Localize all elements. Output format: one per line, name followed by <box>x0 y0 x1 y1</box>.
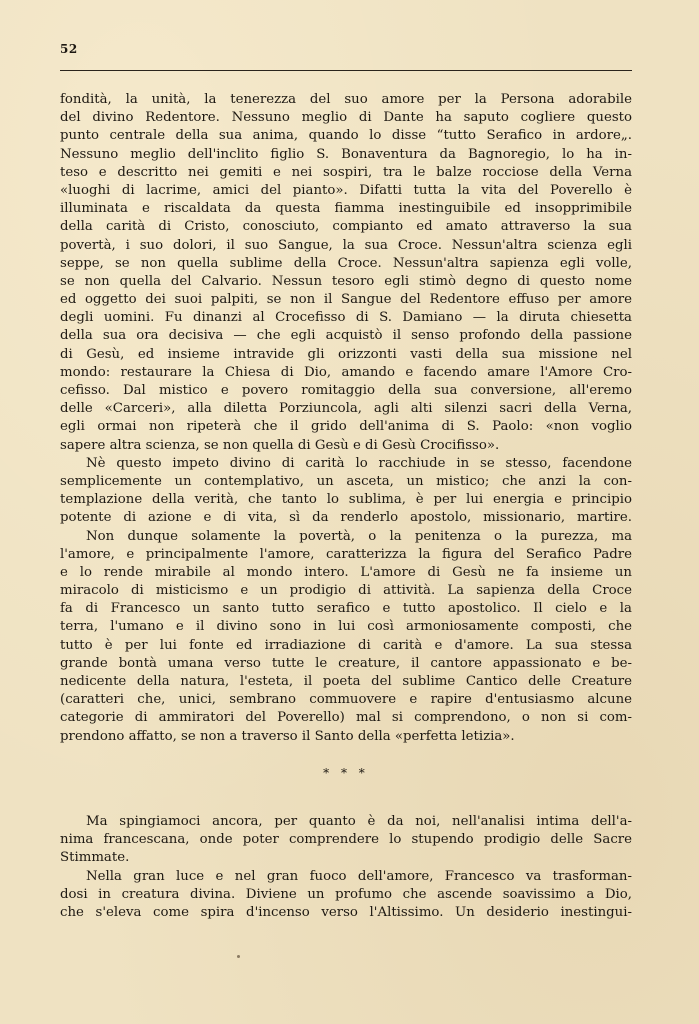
text-line: cefisso. Dal mistico e povero romitaggio della sua conversione, all'eremo <box>60 383 632 398</box>
header-rule <box>60 70 632 71</box>
text-line: potente di azione e di vita, sì da renderlo apostolo, missionario, martire. <box>60 510 632 526</box>
text-line: se non quella del Calvario. Nessun tesoro egli stimò degno di questo nome <box>60 273 632 289</box>
text-line: semplicemente un contemplativo, un asceta, un mistico; che anzi la con- <box>60 473 632 489</box>
text-line: «luoghi di lacrime, amici del pianto». Difatti tutta la vita del Poverello è <box>60 182 632 198</box>
text-line: l'amore, e principalmente l'amore, caratterizza la figura del Serafico Padre <box>60 546 632 562</box>
text-line: degli uomini. Fu dinanzi al Crocefisso di S. Damiano — la diruta chiesetta <box>60 310 632 326</box>
text-line: Nella gran luce e nel gran fuoco dell'amore, Francesco va trasforman- <box>86 868 632 884</box>
text-line: delle «Carceri», alla diletta Porziuncola, agli alti silenzi sacri della Verna, <box>60 401 632 417</box>
text-line: egli ormai non ripeterà che il grido dell'anima di S. Paolo: «non voglio <box>60 419 632 435</box>
text-line: miracolo di misticismo e un prodigio di attività. La sapienza della Croce <box>60 583 632 599</box>
text-line: Nè questo impeto divino di carità lo racchiude in se stesso, facendone <box>86 455 632 471</box>
text-line: (caratteri che, unici, sembrano commuovere e rapire d'entusiasmo alcune <box>60 692 632 708</box>
text-line: che s'eleva come spira d'incenso verso l'Altissimo. Un desiderio inestingui- <box>60 904 632 920</box>
text-line: sapere altra scienza, se non quella di Gesù e di Gesù Crocifisso». <box>60 437 500 453</box>
paragraph-2 <box>60 455 632 528</box>
text-line: categorie di ammiratori del Poverello) mal si comprendono, o non si com- <box>60 710 632 726</box>
text-line: templazione della verità, che tanto lo sublima, è per lui energia e principio <box>60 492 632 508</box>
paragraph-3 <box>60 528 632 746</box>
text-line: della sua ora decisiva — che egli acquistò il senso profondo della passione <box>60 328 632 344</box>
text-line: prendono affatto, se non a traverso il Santo della «perfetta letizia». <box>60 728 515 744</box>
text-line: seppe, se non quella sublime della Croce. Nessun'altra sapienza egli volle, <box>60 255 632 271</box>
text-line: ed oggetto dei suoi palpiti, se non il Sangue del Redentore effuso per amore <box>60 292 632 308</box>
text-line: fondità, la unità, la tenerezza del suo amore per la Persona adorabile <box>60 92 632 107</box>
page-number: 52 <box>60 42 78 56</box>
text-line: povertà, i suo dolori, il suo Sangue, la sua Croce. Nessun'altra scienza egli <box>60 237 632 253</box>
text-line: di Gesù, ed insieme intravide gli orizzonti vasti della sua missione nel <box>60 346 632 362</box>
body-text <box>60 91 632 922</box>
text-line: e lo rende mirabile al mondo intero. L'amore di Gesù ne fa insieme un <box>60 564 632 580</box>
text-line: fa di Francesco un santo tutto serafico e tutto apostolico. Il cielo e la <box>60 601 632 617</box>
text-line: terra, l'umano e il divino sono in lui così armoniosamente composti, che <box>60 619 632 635</box>
text-line: Nessuno meglio dell'inclito figlio S. Bonaventura da Bagnoregio, lo ha in- <box>60 146 632 162</box>
text-line: Non dunque solamente la povertà, o la penitenza o la purezza, ma <box>86 528 632 544</box>
text-line: tutto è per lui fonte ed irradiazione di carità e d'amore. La sua stessa <box>60 637 632 653</box>
text-line: della carità di Cristo, conosciuto, compianto ed amato attraverso la sua <box>60 219 632 235</box>
paragraph-5 <box>60 868 632 923</box>
text-line: grande bontà umana verso tutte le creature, il cantore appassionato e be- <box>60 655 632 671</box>
ink-speck <box>237 955 240 958</box>
text-line: nima francescana, onde poter comprendere lo stupendo prodigio delle Sacre <box>60 832 632 848</box>
text-line: teso e descritto nei gemiti e nei sospiri, tra le balze rocciose della Verna <box>60 164 632 180</box>
section-separator: * * * <box>323 765 369 780</box>
text-line: nedicente della natura, l'esteta, il poeta del sublime Cantico delle Creature <box>60 674 632 689</box>
text-line: mondo: restaurare la Chiesa di Dio, amando e facendo amare l'Amore Cro- <box>60 364 632 380</box>
text-line: Ma spingiamoci ancora, per quanto è da noi, nell'analisi intima dell'a- <box>86 813 632 829</box>
text-line: Stimmate. <box>60 850 130 866</box>
text-line: punto centrale della sua anima, quando lo disse “tutto Serafico in ardore„. <box>60 128 632 144</box>
text-line: del divino Redentore. Nessuno meglio di Dante ha saputo cogliere questo <box>60 110 632 126</box>
text-line: illuminata e riscaldata da questa fiamma inestinguibile ed insopprimibile <box>60 201 632 217</box>
paragraph-1 <box>60 91 632 455</box>
text-line: dosi in creatura divina. Diviene un profumo che ascende soavissimo a Dio, <box>60 886 632 902</box>
paragraph-4 <box>60 813 632 868</box>
